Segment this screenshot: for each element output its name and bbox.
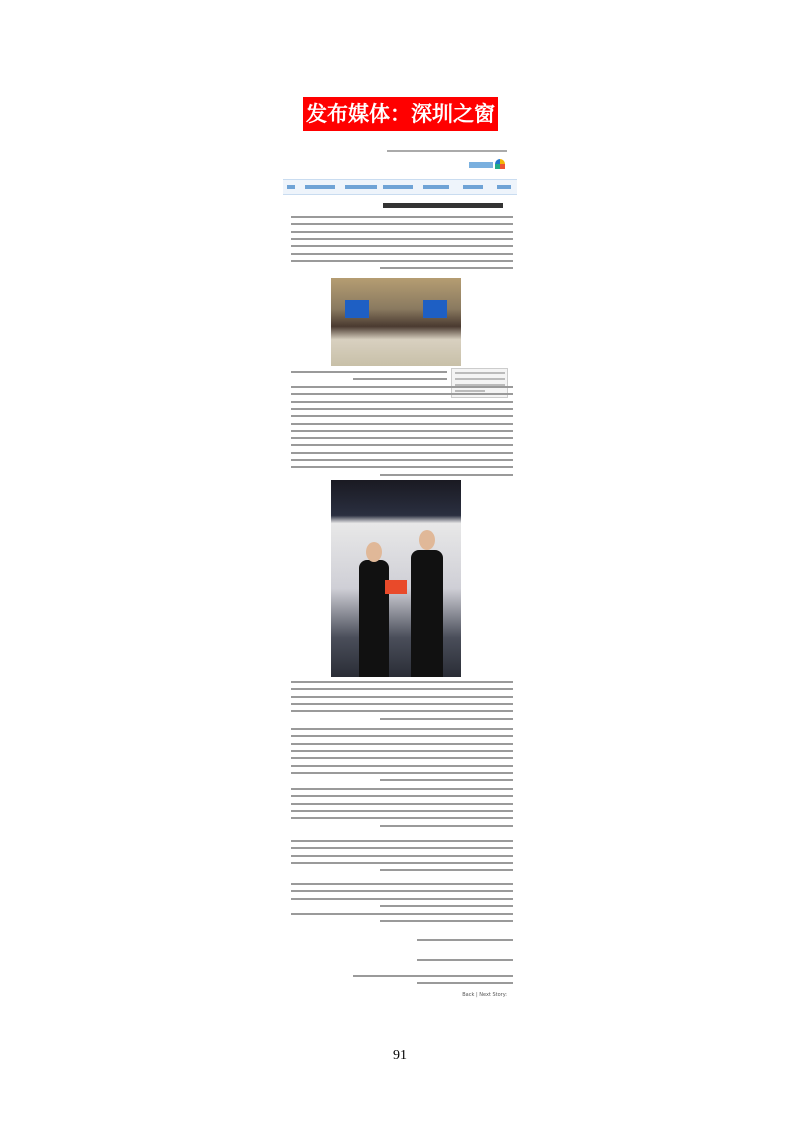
screen-right: [423, 300, 447, 318]
text-line: [291, 840, 513, 842]
text-line: [291, 430, 513, 432]
text-line: [353, 975, 513, 977]
text-line: [353, 378, 447, 380]
text-line: [291, 890, 513, 892]
nav-link[interactable]: [497, 185, 511, 189]
text-line: [291, 703, 513, 705]
text-line: [291, 688, 513, 690]
text-line: [291, 810, 513, 812]
text-line: [291, 245, 513, 247]
nav-link[interactable]: [463, 185, 483, 189]
text-line: [291, 231, 513, 233]
text-line: [291, 401, 513, 403]
text-line: [291, 452, 513, 454]
text-line: [291, 444, 513, 446]
text-line: [380, 718, 513, 720]
text-line: [380, 474, 513, 476]
nav-bar: [283, 179, 517, 195]
text-line: [380, 779, 513, 781]
logo-icon: [495, 159, 505, 169]
text-line: [291, 681, 513, 683]
text-line: [291, 253, 513, 255]
text-line: [291, 459, 513, 461]
text-line: [380, 869, 513, 871]
text-line: [291, 216, 513, 218]
nav-link[interactable]: [383, 185, 413, 189]
text-line: [291, 795, 513, 797]
nav-link[interactable]: [423, 185, 449, 189]
certificate: [385, 580, 407, 594]
person-left: [359, 560, 389, 677]
site-logo: [469, 159, 505, 171]
text-line: [291, 883, 513, 885]
text-line: [291, 408, 513, 410]
text-line: [417, 939, 513, 941]
caption-line: [455, 378, 505, 380]
text-line: [291, 223, 513, 225]
text-line: [291, 847, 513, 849]
text-line: [291, 862, 513, 864]
person-right-head: [419, 530, 435, 550]
caption-line: [455, 390, 485, 392]
back-next-links[interactable]: Back | Next Story:: [462, 992, 507, 998]
page-number: 91: [393, 1048, 407, 1063]
publication-banner: 发布媒体：深圳之窗: [303, 97, 498, 131]
text-line: [380, 267, 513, 269]
text-line: [291, 393, 513, 395]
text-line: [291, 386, 513, 388]
text-line: [291, 757, 513, 759]
webpage-screenshot: [283, 143, 517, 1013]
top-links-line: [387, 150, 507, 152]
award-photo: [331, 480, 461, 677]
text-line: [291, 765, 513, 767]
text-line: [380, 920, 513, 922]
text-line: [291, 743, 513, 745]
text-line: [291, 772, 513, 774]
text-line: [291, 803, 513, 805]
top-links: [387, 147, 507, 155]
text-line: [291, 855, 513, 857]
caption-line: [455, 372, 505, 374]
text-line: [291, 898, 513, 900]
article-headline: [383, 203, 503, 208]
text-line: [291, 696, 513, 698]
text-line: [291, 750, 513, 752]
conference-photo: [331, 278, 461, 366]
text-line: [291, 437, 513, 439]
text-line: [291, 788, 513, 790]
text-line: [417, 982, 513, 984]
person-right: [411, 550, 443, 677]
text-line: [417, 959, 513, 961]
text-line: [291, 260, 513, 262]
text-line: [380, 905, 513, 907]
text-line: [291, 710, 513, 712]
screen-left: [345, 300, 369, 318]
text-line: [291, 238, 513, 240]
text-line: [291, 817, 513, 819]
text-line: [291, 735, 513, 737]
nav-link[interactable]: [305, 185, 335, 189]
text-line: [291, 423, 513, 425]
person-left-head: [366, 542, 382, 562]
text-line: [291, 371, 447, 373]
text-line: [291, 415, 513, 417]
text-line: [291, 466, 513, 468]
nav-link[interactable]: [287, 185, 295, 189]
text-line: [291, 913, 513, 915]
text-line: [291, 728, 513, 730]
text-line: [380, 825, 513, 827]
nav-link[interactable]: [345, 185, 377, 189]
